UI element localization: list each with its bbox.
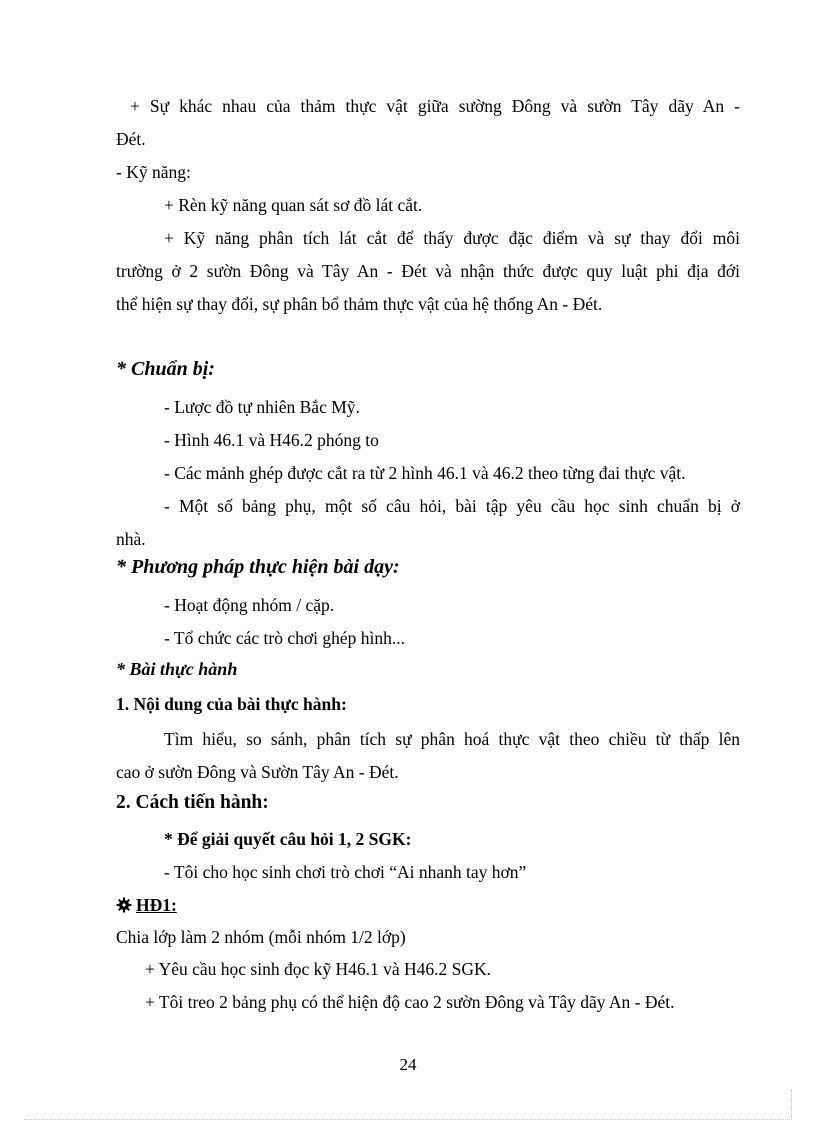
section-2-title: 2. Cách tiến hành:: [116, 792, 269, 813]
heading-prepare: * Chuẩn bị:: [116, 358, 215, 380]
method-item-1: - Hoạt động nhóm / cặp.: [164, 595, 335, 615]
footer-divider: [24, 1119, 792, 1120]
prepare-item-4-cont: nhà.: [116, 529, 146, 549]
skills-label: - Kỹ năng:: [116, 162, 191, 182]
prepare-item-4: - Một số bảng phụ, một số câu hỏi, bài tập yêu cầu học sinh chuẩn bị ở: [164, 496, 740, 516]
prepare-item-2: - Hình 46.1 và H46.2 phóng to: [164, 430, 379, 450]
prepare-item-3: - Các mảnh ghép được cắt ra từ 2 hình 46.1 và 46.2 theo từng đai thực vật.: [164, 463, 686, 483]
sub-question-heading: * Để giải quyết câu hỏi 1, 2 SGK:: [164, 829, 412, 849]
method-item-2: - Tổ chức các trò chơi ghép hình...: [164, 628, 405, 648]
skill-analyze: + Kỹ năng phân tích lát cắt để thấy được đặc điểm và sự thay đổi môi: [164, 228, 740, 248]
section-1-title: 1. Nội dung của bài thực hành:: [116, 694, 347, 714]
skill-analyze-cont-1: trường ở 2 sườn Đông và Tây An - Đét và nhận thức được quy luật phi địa đới: [116, 261, 740, 281]
skill-analyze-cont-2: thể hiện sự thay đổi, sự phân bổ thảm thực vật của hệ thống An - Đét.: [116, 294, 603, 314]
heading-method: * Phương pháp thực hiện bài dạy:: [116, 556, 400, 578]
prepare-item-1: - Lược đồ tự nhiên Bắc Mỹ.: [164, 397, 360, 417]
request-line-2: + Tôi treo 2 bảng phụ có thể hiện độ cao 2 sườn Đông và Tây dãy An - Đét.: [145, 992, 675, 1012]
content-line-2: cao ở sườn Đông và Sườn Tây An - Đét.: [116, 762, 399, 782]
gear-icon: [116, 897, 132, 913]
page-number: 24: [399, 1055, 417, 1074]
heading-practice: * Bài thực hành: [116, 659, 238, 679]
groups-line: Chia lớp làm 2 nhóm (mỗi nhóm 1/2 lớp): [116, 927, 406, 947]
game-description: - Tôi cho học sinh chơi trò chơi “Ai nhanh tay hơn”: [164, 862, 527, 882]
corner-divider: [791, 1090, 792, 1120]
objective-difference-line: + Sự khác nhau của thảm thực vật giữa sường Đông và sườn Tây dãy An -: [130, 96, 740, 116]
request-line-1: + Yêu cầu học sinh đọc kỹ H46.1 và H46.2 SGK.: [145, 959, 492, 979]
content-line-1: Tìm hiểu, so sánh, phân tích sự phân hoá thực vật theo chiều từ thấp lên: [164, 729, 740, 749]
objective-difference-line-cont: Đét.: [116, 129, 146, 149]
hd1-heading: [116, 894, 740, 916]
skill-observe: + Rèn kỹ năng quan sát sơ đồ lát cắt.: [164, 195, 423, 215]
hd1-label: HĐ1:: [136, 895, 177, 915]
